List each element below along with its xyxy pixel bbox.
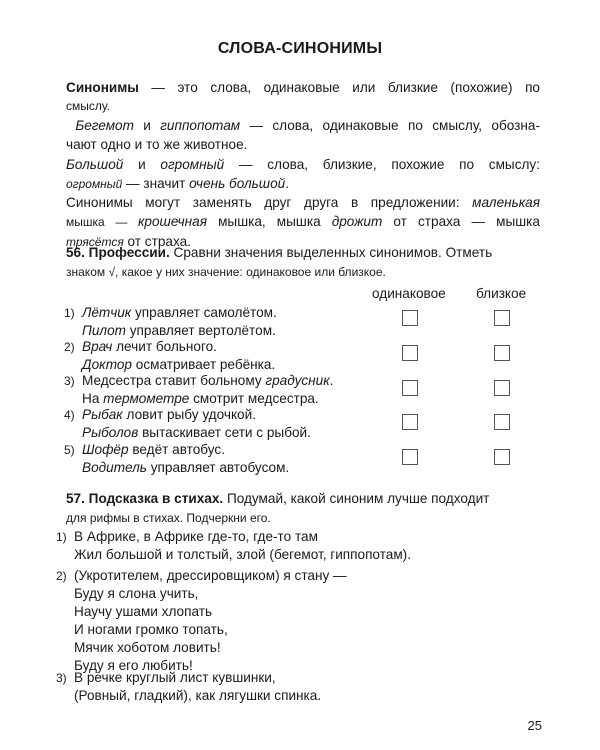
intro-p1-line2: смыслу. [66, 99, 111, 113]
intro-p3-and: и [123, 157, 161, 172]
task-57-text2: для рифмы в стихах. Подчеркни его. [66, 511, 271, 525]
item-1-word-b: Пилот [82, 323, 126, 338]
word-ogromny-2: огромный [66, 177, 123, 191]
intro-p3-line1 [66, 155, 540, 174]
intro-p2-text: — слова, одинаковые по смыслу, обозна- [240, 118, 540, 133]
item-2-word-a: Врач [82, 339, 113, 354]
column-header-close: близкое [476, 286, 527, 301]
word-malenkaya: маленькая [472, 195, 540, 210]
poem-line: В Африке, в Африке где-то, где-то там [74, 529, 318, 544]
checkbox-item-1-close[interactable] [494, 310, 510, 326]
checkbox-item-5-close[interactable] [494, 449, 510, 465]
task-57-line1 [66, 489, 540, 508]
poem-line: (Укротителем, дрессировщиком) я стану — [74, 568, 347, 583]
item-number: 4) [64, 408, 75, 422]
item-2-text-b: осматривает ребёнка. [132, 357, 276, 372]
task-56-item-5 [64, 441, 289, 477]
checkbox-item-2-same[interactable] [402, 345, 418, 361]
poem-line: Научу ушами хлопать [74, 604, 213, 619]
page-number: 25 [527, 718, 542, 733]
task-56-text1: Сравни значения выделенных синонимов. Отметь [169, 245, 493, 260]
item-4-word-b: Рыболов [82, 425, 139, 440]
task-57-title: 57. Подсказка в стихах. [66, 491, 224, 506]
intro-p1-line1 [66, 78, 540, 97]
intro-p3-line2 [66, 174, 540, 194]
task-56-title: 56. Профессии. [66, 245, 170, 260]
task-56-line1 [66, 243, 540, 262]
word-tryasetsya: трясётся [66, 235, 124, 249]
item-5-text-a: ведёт автобус. [128, 442, 225, 457]
term-synonyms: Синонимы [66, 80, 139, 95]
checkbox-item-1-same[interactable] [402, 310, 418, 326]
word-drozhit: дрожит [331, 214, 383, 229]
intro-p4-text2c: от страха — мышка [382, 214, 540, 229]
word-gippopotam: гиппопотам [160, 118, 241, 133]
poem-number: 1) [56, 530, 67, 544]
task-56-instructions [66, 243, 540, 282]
intro-paragraph-3 [66, 155, 540, 194]
word-kroshechnaya: крошечная [138, 214, 207, 229]
task-56-item-4 [64, 406, 311, 442]
intro-p4-text2b: мышка, мышка [206, 214, 332, 229]
poem-line: Буду я слона учить, [74, 586, 199, 601]
item-number: 1) [64, 306, 75, 320]
checkbox-item-2-close[interactable] [494, 345, 510, 361]
intro-p3-mid: — значит [122, 176, 190, 191]
task-56-item-1 [64, 304, 277, 340]
item-3-text-b: смотрит медсестра. [189, 391, 319, 406]
intro-p2-line2: чают одно и то же животное. [66, 137, 248, 152]
item-2-word-b: Доктор [82, 357, 132, 372]
word-bolshoy: Большой [66, 157, 124, 172]
intro-p4-text2a: мышка — [66, 215, 139, 229]
poem-line: И ногами громко топать, [74, 622, 228, 637]
task-56-item-2 [64, 338, 275, 374]
task-56-line2 [66, 262, 540, 282]
item-4-word-a: Рыбак [82, 407, 123, 422]
poem-line: В речке круглый лист кувшинки, [74, 670, 276, 685]
task-56-item-3 [64, 372, 333, 408]
item-4-text-a: ловит рыбу удочкой. [122, 407, 256, 422]
item-number: 5) [64, 443, 75, 457]
checkbox-item-3-same[interactable] [402, 380, 418, 396]
phrase-ochen-bolshoy: очень большой [189, 176, 286, 191]
intro-p2-line1 [66, 116, 540, 135]
intro-p4-text1: Синонимы могут заменять друг друга в предложении: [66, 195, 473, 210]
poem-number: 2) [56, 569, 67, 583]
item-3-text-b-pre: На [82, 391, 104, 406]
task-57-instructions [66, 489, 540, 528]
poem-3 [56, 669, 321, 705]
item-number: 3) [64, 374, 75, 388]
task-57-line2 [66, 508, 540, 528]
intro-p4-line1 [66, 193, 540, 212]
intro-p1-text: — это слова, одинаковые или близкие (похожие) по [138, 80, 540, 95]
checkbox-item-4-close[interactable] [494, 414, 510, 430]
task-57-text1: Подумай, какой синоним лучше подходит [223, 491, 490, 506]
item-1-text-a: управляет самолётом. [131, 305, 277, 320]
item-1-word-a: Лётчик [82, 305, 132, 320]
poem-line: Мячик хоботом ловить! [74, 640, 221, 655]
item-number: 2) [64, 340, 75, 354]
poem-line: Буду я его любить! [74, 658, 193, 673]
intro-p4-text3: от страха. [123, 234, 191, 249]
intro-p3-end: . [285, 176, 289, 191]
poem-2 [56, 567, 347, 675]
word-ogromny: огромный [160, 157, 225, 172]
checkbox-item-4-same[interactable] [402, 414, 418, 430]
poem-line: Жил большой и толстый, злой (бегемот, гиппопотам). [74, 547, 411, 562]
intro-paragraph-2 [66, 116, 540, 154]
item-2-text-a: лечит больного. [112, 339, 217, 354]
poem-line: (Ровный, гладкий), как лягушки спинка. [74, 688, 322, 703]
item-5-text-b: управляет автобусом. [146, 460, 290, 475]
item-1-text-b: управляет вертолётом. [125, 323, 276, 338]
item-4-text-b: вытаскивает сети с рыбой. [138, 425, 311, 440]
checkbox-item-3-close[interactable] [494, 380, 510, 396]
item-5-word-b: Водитель [82, 460, 147, 475]
intro-paragraph-1 [66, 78, 540, 116]
item-3-word-a: градусник [265, 373, 330, 388]
poem-number: 3) [56, 671, 67, 685]
intro-p3-text: — слова, близкие, похожие по смыслу: [224, 157, 540, 172]
poem-1 [56, 528, 411, 564]
item-3-word-b: термометре [103, 391, 190, 406]
task-56-text2: знаком √, какое у них значение: одинаковое или близкое. [66, 265, 386, 279]
intro-p4-line2 [66, 212, 540, 232]
word-begemot: Бегемот [75, 118, 134, 133]
item-5-word-a: Шофёр [82, 442, 129, 457]
checkbox-item-5-same[interactable] [402, 449, 418, 465]
item-3-text-a-pre: Медсестра ставит больному [82, 373, 266, 388]
column-header-same: одинаковое [372, 286, 446, 301]
item-3-text-a: . [329, 373, 334, 388]
intro-p2-and: и [133, 118, 161, 133]
page-title: СЛОВА-СИНОНИМЫ [217, 40, 383, 57]
